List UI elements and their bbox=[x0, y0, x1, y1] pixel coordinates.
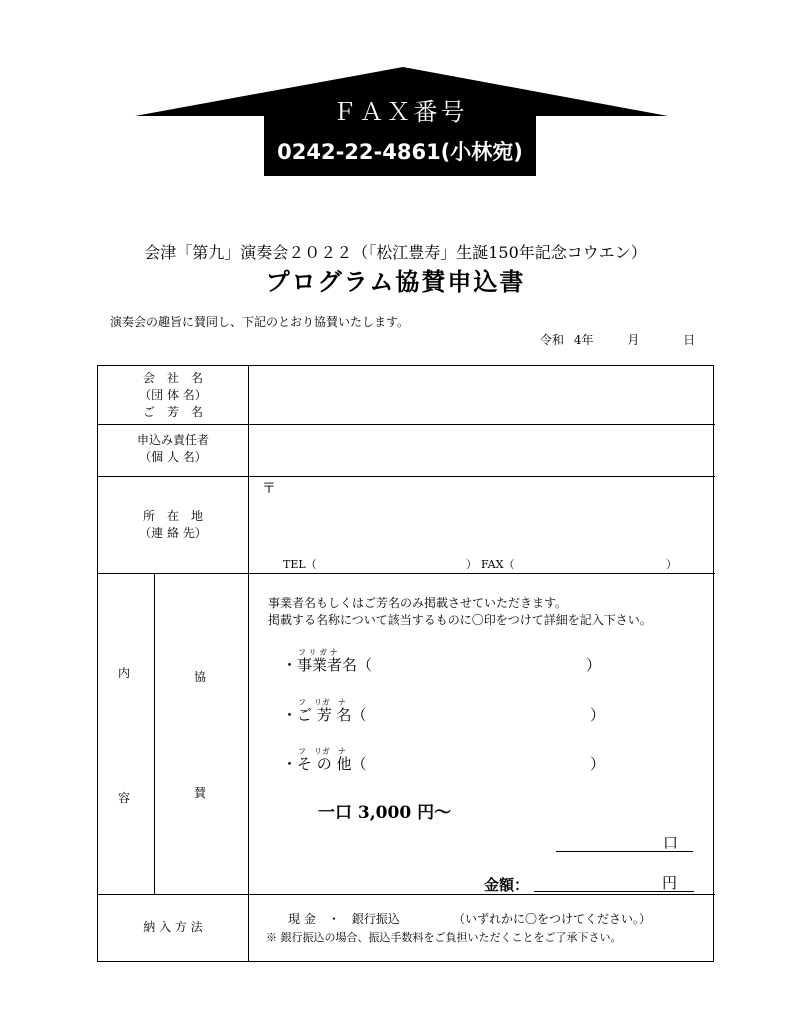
amount-field[interactable] bbox=[538, 872, 653, 890]
event-title: 会津「第九」演奏会２０２２（「松江豊寿」生誕150年記念コウエン） bbox=[144, 243, 647, 262]
option-close: ） bbox=[586, 656, 602, 674]
amount-label: 金額： bbox=[484, 876, 530, 894]
tel-close: ） bbox=[466, 558, 477, 571]
fax-close: ） bbox=[666, 558, 677, 571]
fax-title: ＦＡＸ番号 bbox=[332, 98, 468, 126]
fax-number: 0242-22-4861(小林宛) bbox=[277, 140, 523, 164]
date-line bbox=[540, 331, 695, 348]
option-personal-name[interactable]: ・ご 芳 名（ bbox=[282, 706, 367, 724]
unit-price: 一口 3,000 円～ bbox=[318, 803, 452, 823]
option-other[interactable]: ・そ の 他（ bbox=[282, 755, 367, 773]
fax-label: FAX（ bbox=[481, 558, 515, 571]
row-divider bbox=[98, 476, 715, 477]
payment-label: 納 入 方 法 bbox=[143, 920, 203, 934]
date-era: 令和 bbox=[540, 333, 565, 347]
intro-text: 演奏会の趣旨に賛同し、下記のとおり協賛いたします。 bbox=[110, 315, 410, 329]
sponsor-label-2: 賛 bbox=[194, 786, 207, 800]
address-field[interactable] bbox=[278, 478, 708, 548]
fax-field[interactable] bbox=[518, 554, 663, 570]
person-label: 申込み責任者 （個 人 名） bbox=[136, 433, 209, 464]
other-name-field[interactable] bbox=[383, 753, 583, 773]
ruby-furigana: フ リガ ナ bbox=[298, 698, 346, 707]
form-title: プログラム協賛申込書 bbox=[265, 267, 526, 296]
option-close: ） bbox=[590, 706, 606, 724]
date-day: 日 bbox=[683, 333, 696, 347]
instruction-2: 掲載する名称について該当するものに〇印をつけて詳細を記入下さい。 bbox=[268, 613, 652, 627]
date-year: 4年 bbox=[573, 333, 594, 347]
row-divider bbox=[98, 894, 715, 895]
date-month: 月 bbox=[627, 333, 640, 347]
company-label: 会 社 名 （団 体 名） ご 芳 名 bbox=[139, 371, 207, 419]
amount-suffix: 円 bbox=[662, 874, 678, 892]
application-form bbox=[97, 365, 714, 962]
ruby-furigana: フ リガ ナ bbox=[298, 747, 346, 756]
postal-mark: 〒 bbox=[262, 481, 276, 497]
content-label-2: 容 bbox=[118, 791, 131, 805]
units-suffix: 口 bbox=[663, 834, 679, 852]
units-field[interactable] bbox=[556, 832, 656, 850]
payment-methods-note: （いずれかに〇をつけてください。） bbox=[453, 912, 652, 926]
content-label-1: 内 bbox=[118, 666, 131, 680]
option-business-name[interactable]: ・事業者名（ bbox=[282, 656, 373, 674]
business-name-field[interactable] bbox=[383, 654, 583, 674]
option-close: ） bbox=[590, 755, 606, 773]
person-name-field[interactable] bbox=[249, 425, 714, 476]
column-divider bbox=[154, 573, 155, 894]
payment-methods[interactable]: 現 金 ・ 銀行振込 bbox=[288, 912, 400, 926]
address-label: 所 在 地 （連 絡 先） bbox=[139, 509, 207, 540]
personal-name-field[interactable] bbox=[383, 704, 583, 724]
tel-label: TEL（ bbox=[283, 558, 317, 571]
tel-field[interactable] bbox=[320, 554, 465, 570]
payment-note: ※ 銀行振込の場合、振込手数料をご負担いただくことをご了承下さい。 bbox=[266, 931, 622, 944]
row-divider bbox=[98, 573, 715, 574]
ruby-furigana: フ リ ガ ナ bbox=[298, 648, 338, 657]
company-name-field[interactable] bbox=[249, 366, 714, 424]
sponsor-label-1: 協 bbox=[194, 670, 207, 684]
instruction-1: 事業者名もしくはご芳名のみ掲載させていただきます。 bbox=[268, 596, 568, 610]
